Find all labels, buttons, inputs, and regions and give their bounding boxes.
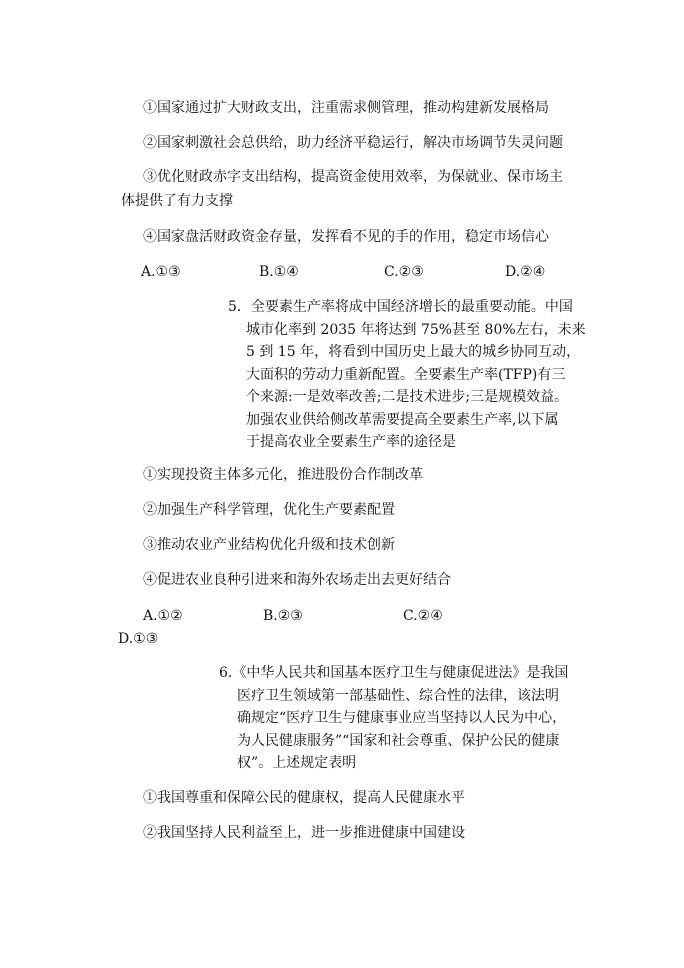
q5-statement-4: ④促进农业良种引进来和海外农场走出去更好结合 [143,572,451,588]
q4-option-d: D.②④ [505,264,546,280]
q4-option-a: A.①③ [141,264,181,280]
q5-option-c: C.②④ [403,608,443,624]
q6-stem-line: 医疗卫生领域第一部基础性、综合性的法律，该法明 [237,687,559,704]
q5-statement-3: ③推动农业产业结构优化升级和技术创新 [143,537,395,553]
q5-option-d: D.①③ [118,631,159,647]
q5-stem-line: 城市化率到 2035 年将达到 75%甚至 80%左右，未来 [246,321,586,338]
q4-statement-2: ②国家刺激社会总供给，助力经济平稳运行，解决市场调节失灵问题 [143,135,563,151]
q6-statement-2: ②我国坚持人民利益至上，进一步推进健康中国建设 [143,825,465,841]
q5-stem-line: 5．全要素生产率将成中国经济增长的最重要动能。中国 [228,299,573,315]
q6-stem-line: 确规定“医疗卫生与健康事业应当坚持以人民为中心， [237,710,567,726]
q4-statement-3-line1: ③优化财政赤字支出结构，提高资金使用效率，为保就业、保市场主 [143,169,563,185]
q4-option-c: C.②③ [384,264,424,280]
q5-stem-line: 大面积的劳动力重新配置。全要素生产率(TFP)有三 [246,366,566,383]
q6-stem [219,662,569,775]
q5-stem-line: 5 到 15 年，将看到中国历史上最大的城乡协同互动， [246,344,581,360]
q5-statement-2: ②加强生产科学管理，优化生产要素配置 [143,502,395,518]
q5-statement-1: ①实现投资主体多元化，推进股份合作制改革 [143,467,423,483]
q4-statement-1: ①国家通过扩大财政支出，注重需求侧管理，推动构建新发展格局 [143,100,549,116]
q5-option-b: B.②③ [263,608,303,624]
q6-stem-line: 为人民健康服务”“国家和社会尊重、保护公民的健康 [237,732,560,749]
q5-option-a: A.①② [143,608,183,624]
q4-option-b: B.①④ [259,264,299,280]
q6-statement-1: ①我国尊重和保障公民的健康权，提高人民健康水平 [143,790,465,806]
q4-statement-4: ④国家盘活财政资金存量，发挥看不见的手的作用，稳定市场信心 [143,229,549,245]
q4-statement-3-line2: 体提供了有力支撑 [121,193,233,209]
q5-stem-line: 于提高农业全要素生产率的途径是 [246,434,456,450]
q5-stem-line: 个来源:一是效率改善;二是技术进步;三是规模效益。 [246,389,569,405]
q5-stem-line: 加强农业供给侧改革需要提高全要素生产率,以下属 [246,411,559,428]
q6-stem-line: 6.《中华人民共和国基本医疗卫生与健康促进法》是我国 [219,665,569,681]
q5-stem [228,296,586,454]
q6-stem-line: 权”。上述规定表明 [237,755,357,771]
